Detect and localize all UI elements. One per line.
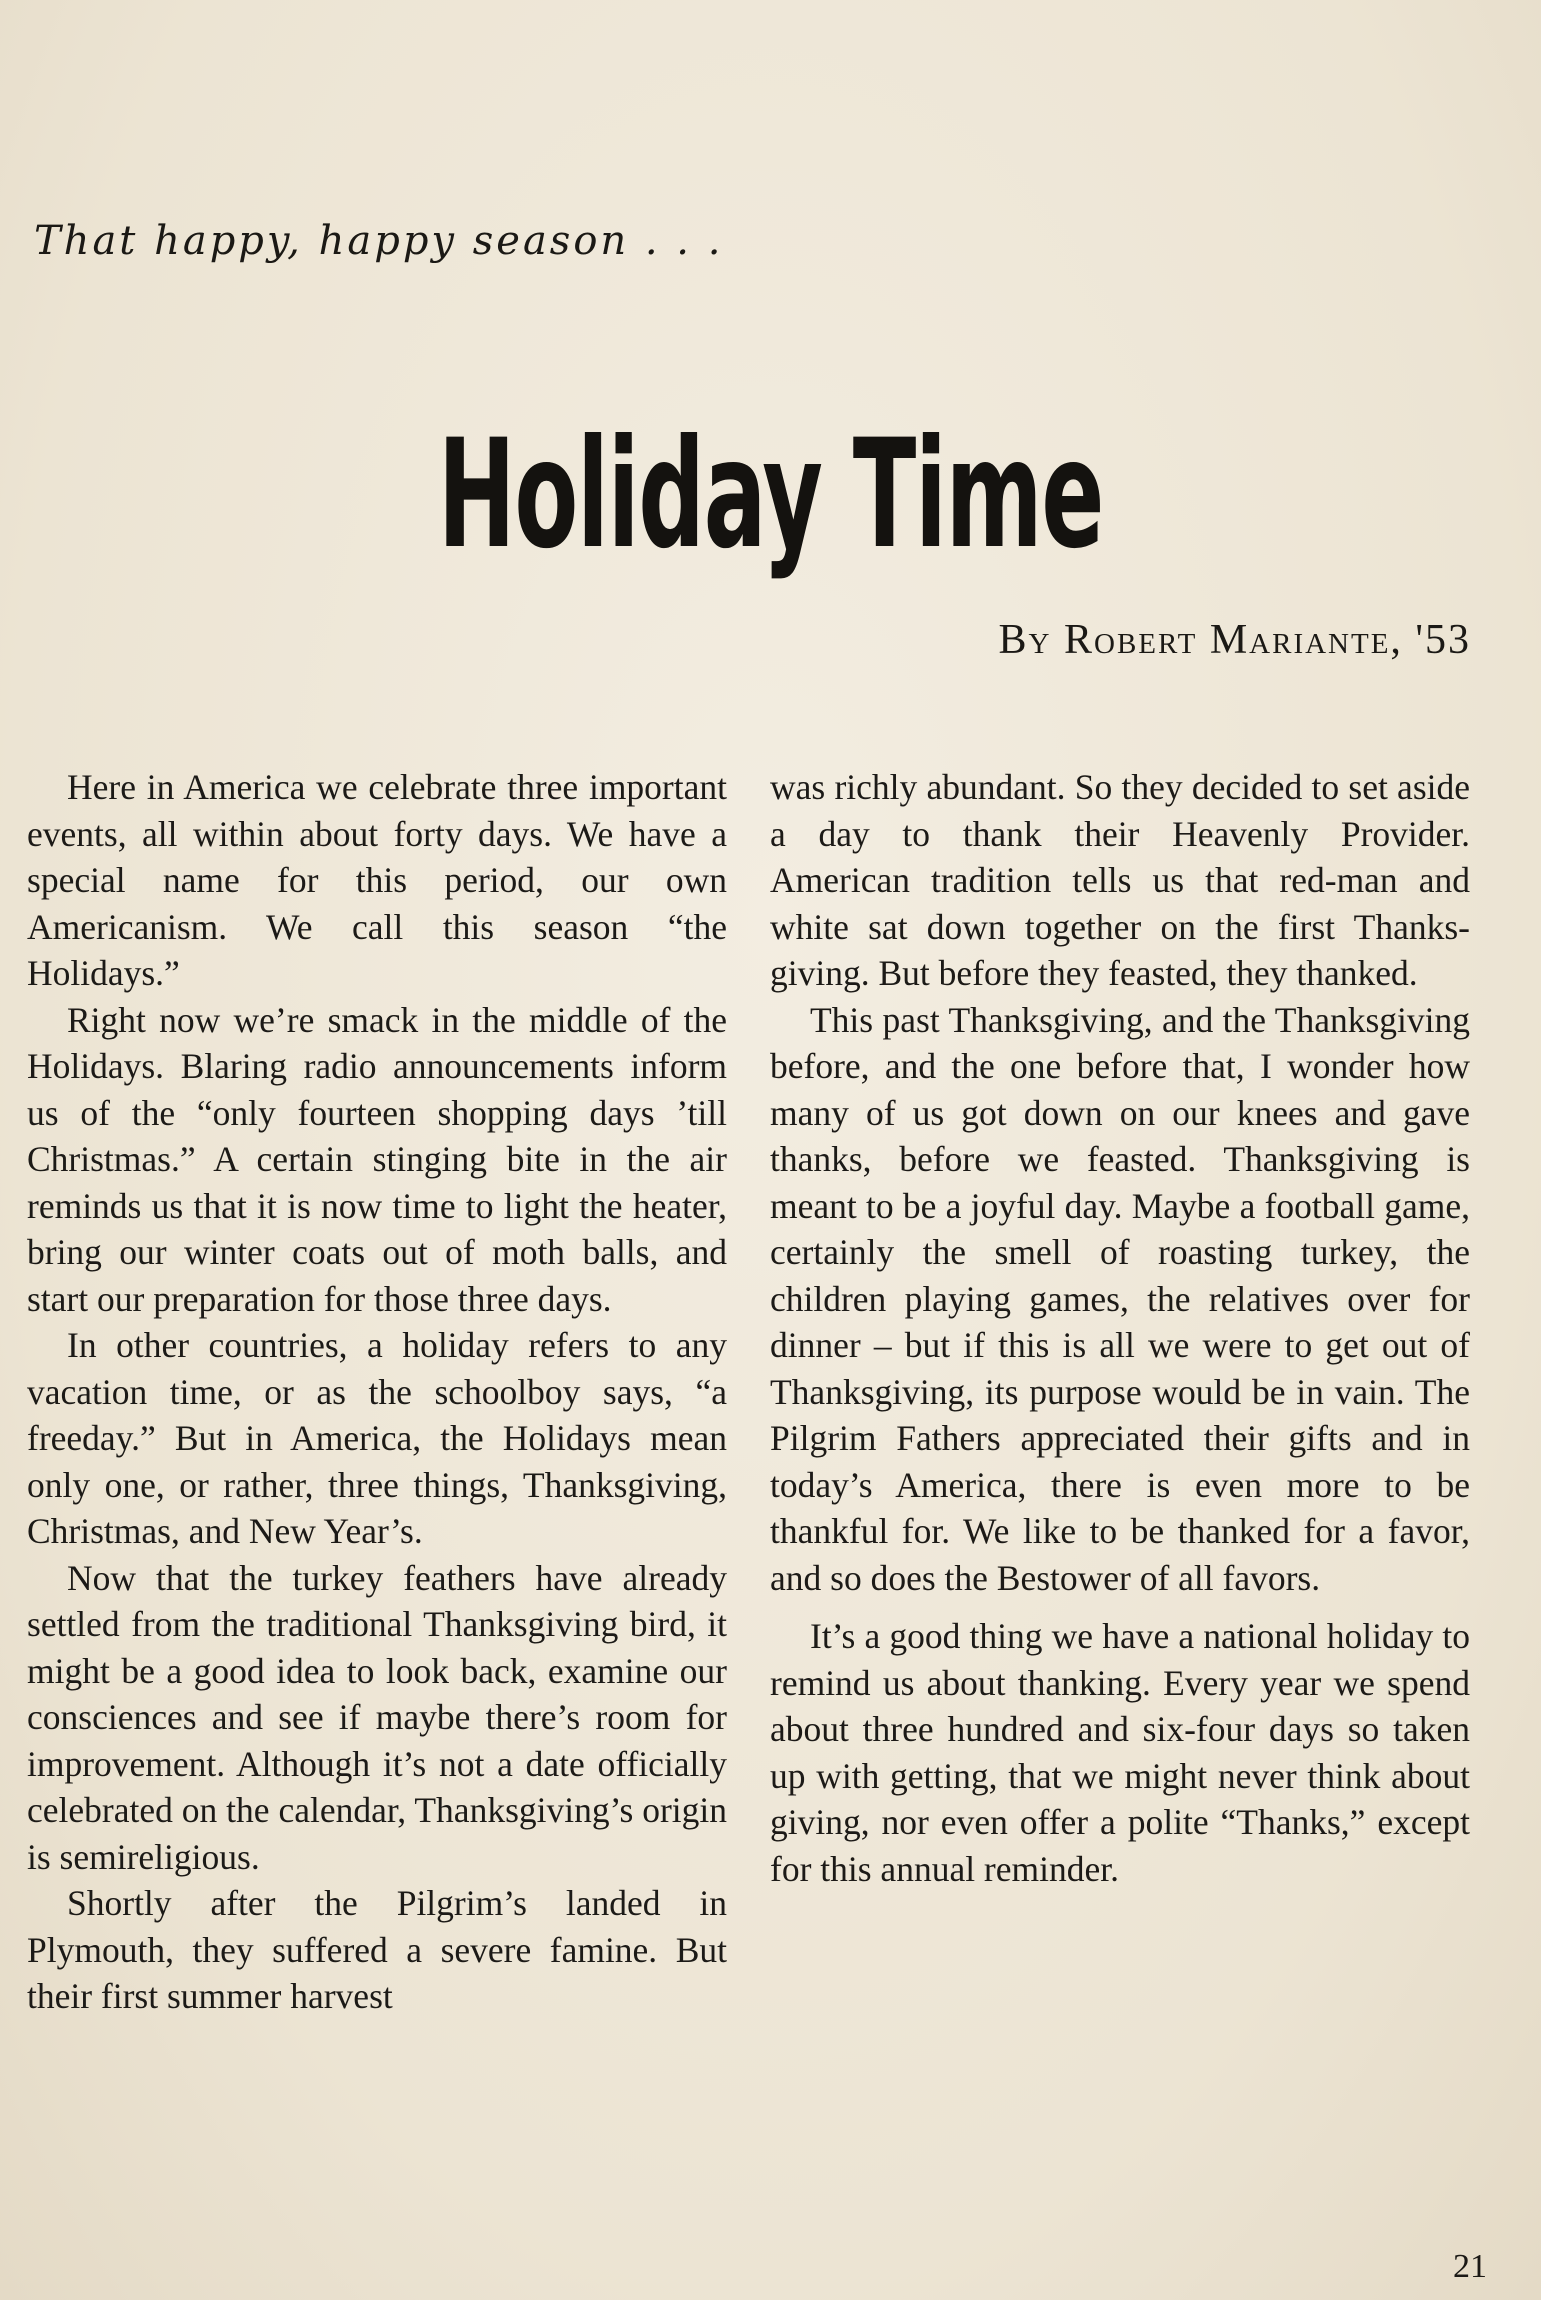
article-headline: Holiday Time xyxy=(437,408,1104,582)
paragraph: In other countries, a holiday refers to any vacation time, or as the schoolboy says, “a freeday.” But in America, the Holidays mean only one, or rather, three things, Thanksgiving, Christmas, and New Year’s. xyxy=(27,1325,727,1551)
paragraph: was richly abundant. So they decided to set aside a day to thank their Heavenly Provider. American tradition tells us that red-man and white sat down together on the first Thanksgiving. But before they feasted, they thanked. xyxy=(770,767,1470,993)
paragraph: Here in America we celebrate three important events, all within about forty days. We have a special name for this period, our own Americanism. We call this season “the Holidays.” xyxy=(27,767,727,993)
right-column xyxy=(770,764,1470,1892)
paragraph: This past Thanksgiving, and the Thanksgiving before, and the one before that, I wonder how many of us got down on our knees and gave thanks, before we feasted. Thanksgiving is meant to be a joyful day. Maybe a football game, certainly the smell of roasting turkey, the children playing games, the relatives over for dinner – but if this is all we were to get out of Thanksgiving, its purpose would be in vain. The Pilgrim Fathers appreciated their gifts and in today’s America, there is even more to be thankful for. We like to be thanked for a favor, and so does the Bestower of all favors. xyxy=(770,999,1470,1598)
paragraph: It’s a good thing we have a national holiday to remind us about thanking. Every year we spend about three hundred and six-four days so taken up with getting, that we might never think about giving, nor even offer a polite “Thanks,” except for this annual reminder. xyxy=(770,1616,1470,1889)
paragraph: Now that the turkey feathers have already settled from the traditional Thanksgiving bird, it might be a good idea to look back, examine our consciences and see if maybe there’s room for improvement. Although it’s not a date officially celebrated on the calendar, Thanksgiving’s origin is semireligious. xyxy=(27,1557,727,1877)
paragraph: Right now we’re smack in the middle of the Holidays. Blaring radio announcements inform us of the “only fourteen shopping days ’till Christmas.” A certain stinging bite in the air reminds us that it is now time to light the heater, bring our winter coats out of moth balls, and start our preparation for those three days. xyxy=(27,999,727,1319)
article-byline: By Robert Mariante, '53 xyxy=(998,617,1471,663)
article-kicker: That happy, happy season . . . xyxy=(34,218,724,264)
left-column xyxy=(27,764,727,2020)
page-number: 21 xyxy=(1453,2248,1487,2285)
paragraph: Shortly after the Pilgrim’s landed in Plymouth, they suffered a severe famine. But their first summer harvest xyxy=(27,1883,727,2016)
